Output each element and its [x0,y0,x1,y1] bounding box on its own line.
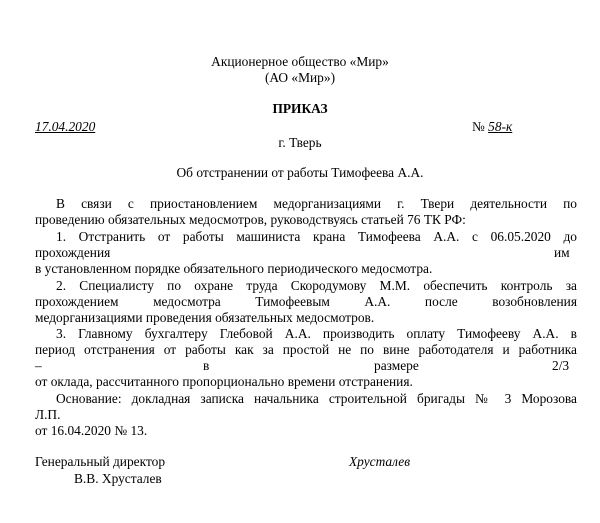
item-3-line-2: период отстранения от работы как за простой не по вине работодателя и работника [35,342,577,357]
signer-name: В.В. Хрусталев [74,471,162,486]
city: г. Тверь [278,135,322,150]
order-date: 17.04.2020 [35,119,96,134]
organization-full-name: Акционерное общество «Мир» [211,54,389,69]
order-number-prefix: № [472,119,489,134]
basis-line-3: от 16.04.2020 № 13. [35,423,148,438]
organization-short-name: (АО «Мир») [264,70,336,85]
signature: Хрусталев [349,454,411,469]
item-3-word-v: в [203,358,210,373]
item-2-line-2: прохождением медосмотра Тимофеевым А.А. после возобновления [35,294,577,309]
item-1-line-3: в установленном порядке обязательного периодического медосмотра. [35,261,433,276]
basis-line-2: Л.П. [35,407,61,422]
item-1-word-a: прохождения [35,245,111,260]
intro-line-2: проведению обязательных медосмотров, руководствуясь статьей 76 ТК РФ: [35,212,466,227]
item-2-line-3: медорганизациями проведения обязательных медосмотров. [35,310,375,325]
item-3-dash: – [35,358,42,373]
item-2-line-1: 2. Специалисту по охране труда Скородумову М.М. обеспечить контроль за [56,278,577,293]
item-3-line-4: от оклада, рассчитанного пропорционально времени отстранения. [35,374,413,389]
item-1-line-1: 1. Отстранить от работы машиниста крана Тимофеева А.А. с 06.05.2020 до [56,229,577,244]
order-number-value: 58-к [488,119,513,134]
order-subject: Об отстранении от работы Тимофеева А.А. [176,165,424,180]
item-1-word-b: им [554,245,570,260]
signer-position: Генеральный директор [35,454,166,469]
document-title: ПРИКАЗ [272,101,328,116]
order-number [472,118,512,135]
item-3-word-size: размере [374,358,419,373]
basis-line-1: Основание: докладная записка начальника строительной бригады № 3 Морозова [56,391,577,406]
item-3-line-1: 3. Главному бухгалтеру Глебовой А.А. производить оплату Тимофееву А.А. в [56,326,577,341]
item-3-fraction: 2/3 [552,358,570,373]
intro-line-1: В связи с приостановлением медорганизациями г. Твери деятельности по [56,196,577,211]
